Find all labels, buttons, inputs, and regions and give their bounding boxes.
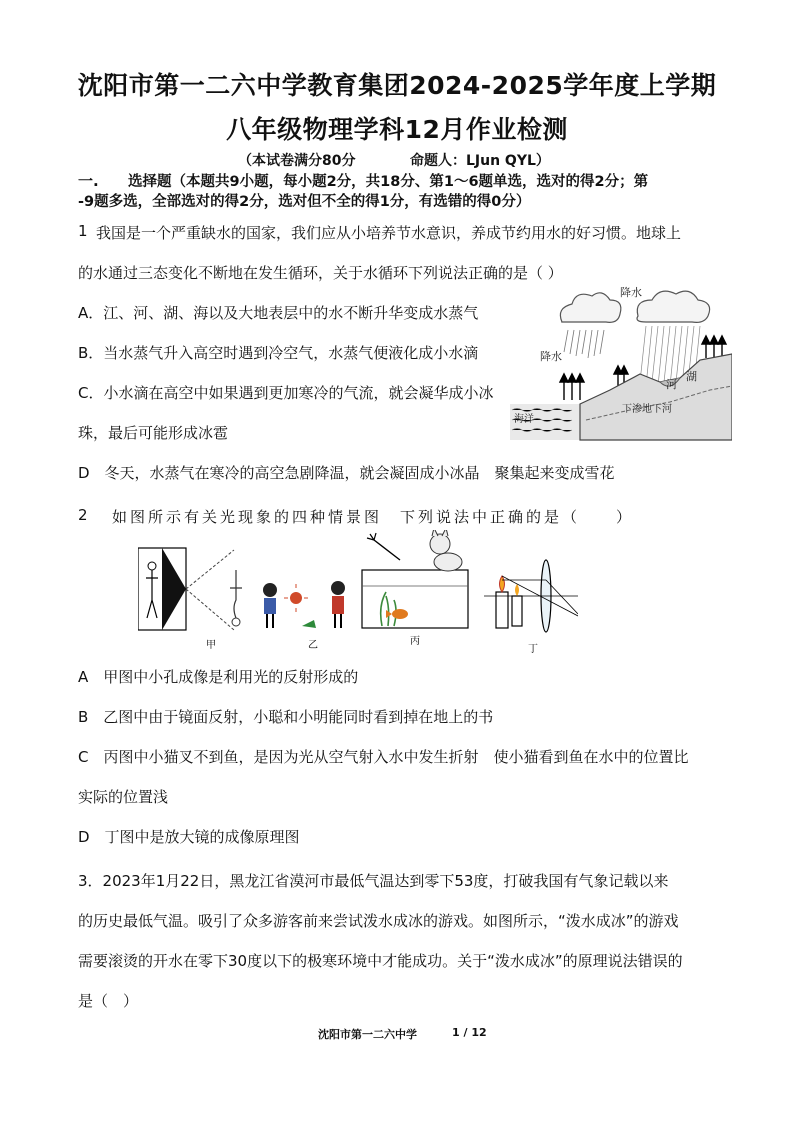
- fig-label-ding: 丁: [528, 644, 538, 654]
- fish-icon: [392, 609, 408, 619]
- author-note: 命题人：LJun QYL）: [410, 153, 550, 169]
- footer-school: 沈阳市第一二六中学: [318, 1028, 417, 1041]
- fig-label-bing: 丙: [410, 636, 420, 647]
- book-icon: [302, 620, 316, 628]
- q2-option-c-line2: 实际的位置浅: [78, 788, 169, 806]
- q2-option-a: A 甲图中小孔成像是利用光的反射形成的: [78, 668, 359, 686]
- q2-stem: 如图所示有关光现象的四种情景图 下列说法中正确的是（ ）: [112, 508, 635, 526]
- q2-option-c-line1: C 丙图中小猫叉不到鱼，是因为光从空气射入水中发生折射 使小猫看到鱼在水中的位置比: [78, 748, 689, 766]
- lake-label: 湖: [686, 370, 697, 383]
- section-instructions-line1: 选择题（本题共9小题，每小题2分，共18分、第1～6题单选，选对的得2分；第: [128, 174, 649, 190]
- q1-stem-line1: 我国是一个严重缺水的国家，我们应从小培养节水意识，养成节约用水的好习惯。地球上: [96, 224, 682, 242]
- water-cycle-figure: [510, 282, 732, 442]
- q3-line1: 3．2023年1月22日，黑龙江省漠河市最低气温达到零下53度，打破我国有气象记载以来: [78, 872, 669, 890]
- child-head-icon: [263, 583, 277, 597]
- rain-left-label: 降水: [540, 350, 562, 363]
- q1-option-c-line1: C．小水滴在高空中如果遇到更加寒冷的气流，就会凝华成小冰: [78, 384, 494, 402]
- person-icon: [146, 570, 158, 618]
- light-phenomena-figures: [138, 530, 578, 654]
- section-number: 一.: [78, 172, 99, 190]
- exam-title-line2: 八年级物理学科12月作业检测: [226, 115, 568, 144]
- cloud-left-icon: [560, 293, 621, 323]
- river-label: 河: [666, 378, 677, 391]
- q1-stem-line2: 的水通过三态变化不断地在发生循环，关于水循环下列说法正确的是（ ）: [78, 264, 563, 282]
- pinhole-camera-figure: [138, 548, 242, 630]
- q1-number: 1: [78, 222, 88, 240]
- book-sun-icon: [290, 592, 302, 604]
- cloud-right-icon: [637, 291, 710, 322]
- groundwater-label: 下渗地下河: [622, 404, 672, 415]
- land-area: [580, 354, 732, 440]
- q3-line4: 是（ ）: [78, 992, 139, 1010]
- exam-title-line1: 沈阳市第一二六中学教育集团2024-2025学年度上学期: [77, 71, 717, 100]
- section-instructions-line2: -9题多选，全部选对的得2分，选对但不全的得1分，有选错的得0分）: [78, 194, 531, 210]
- score-note: （本试卷满分80分: [238, 153, 356, 169]
- fig-label-yi: 乙: [308, 640, 318, 651]
- magnifier-figure: [484, 560, 578, 632]
- q2-option-b: B 乙图中由于镜面反射，小聪和小明能同时看到掉在地上的书: [78, 708, 494, 726]
- q2-number: 2: [78, 506, 88, 524]
- q2-option-d: D 丁图中是放大镜的成像原理图: [78, 828, 300, 846]
- fork-icon: [374, 540, 400, 560]
- plant-icon: [381, 592, 396, 626]
- q1-option-a: A．江、河、湖、海以及大地表层中的水不断升华变成水蒸气: [78, 304, 479, 322]
- children-book-figure: [263, 581, 345, 628]
- q1-option-d: D 冬天，水蒸气在寒冷的高空急剧降温，就会凝固成小冰晶 聚集起来变成雪花: [78, 464, 615, 482]
- fig-label-jia: 甲: [206, 640, 216, 651]
- q3-line2: 的历史最低气温。吸引了众多游客前来尝试泼水成冰的游戏。如图所示，“泼水成冰”的游戏: [78, 912, 679, 930]
- tank-icon: [362, 570, 468, 628]
- candle-icon: [496, 592, 508, 628]
- page-number: 1 / 12: [452, 1026, 487, 1039]
- q1-option-c-line2: 珠，最后可能形成冰雹: [78, 424, 229, 442]
- q1-option-b: B．当水蒸气升入高空时遇到冷空气，水蒸气便液化成小水滴: [78, 344, 479, 362]
- cat-icon: [430, 534, 450, 554]
- ocean-label: 海洋: [514, 414, 534, 425]
- inverted-image-icon: [230, 570, 242, 618]
- rain-top-label: 降水: [620, 286, 642, 299]
- q3-line3: 需要滚烫的开水在零下30度以下的极寒环境中才能成功。关于“泼水成冰”的原理说法错误的: [78, 952, 683, 970]
- cat-fish-figure: [362, 530, 468, 628]
- rain-left-icon: [564, 330, 604, 358]
